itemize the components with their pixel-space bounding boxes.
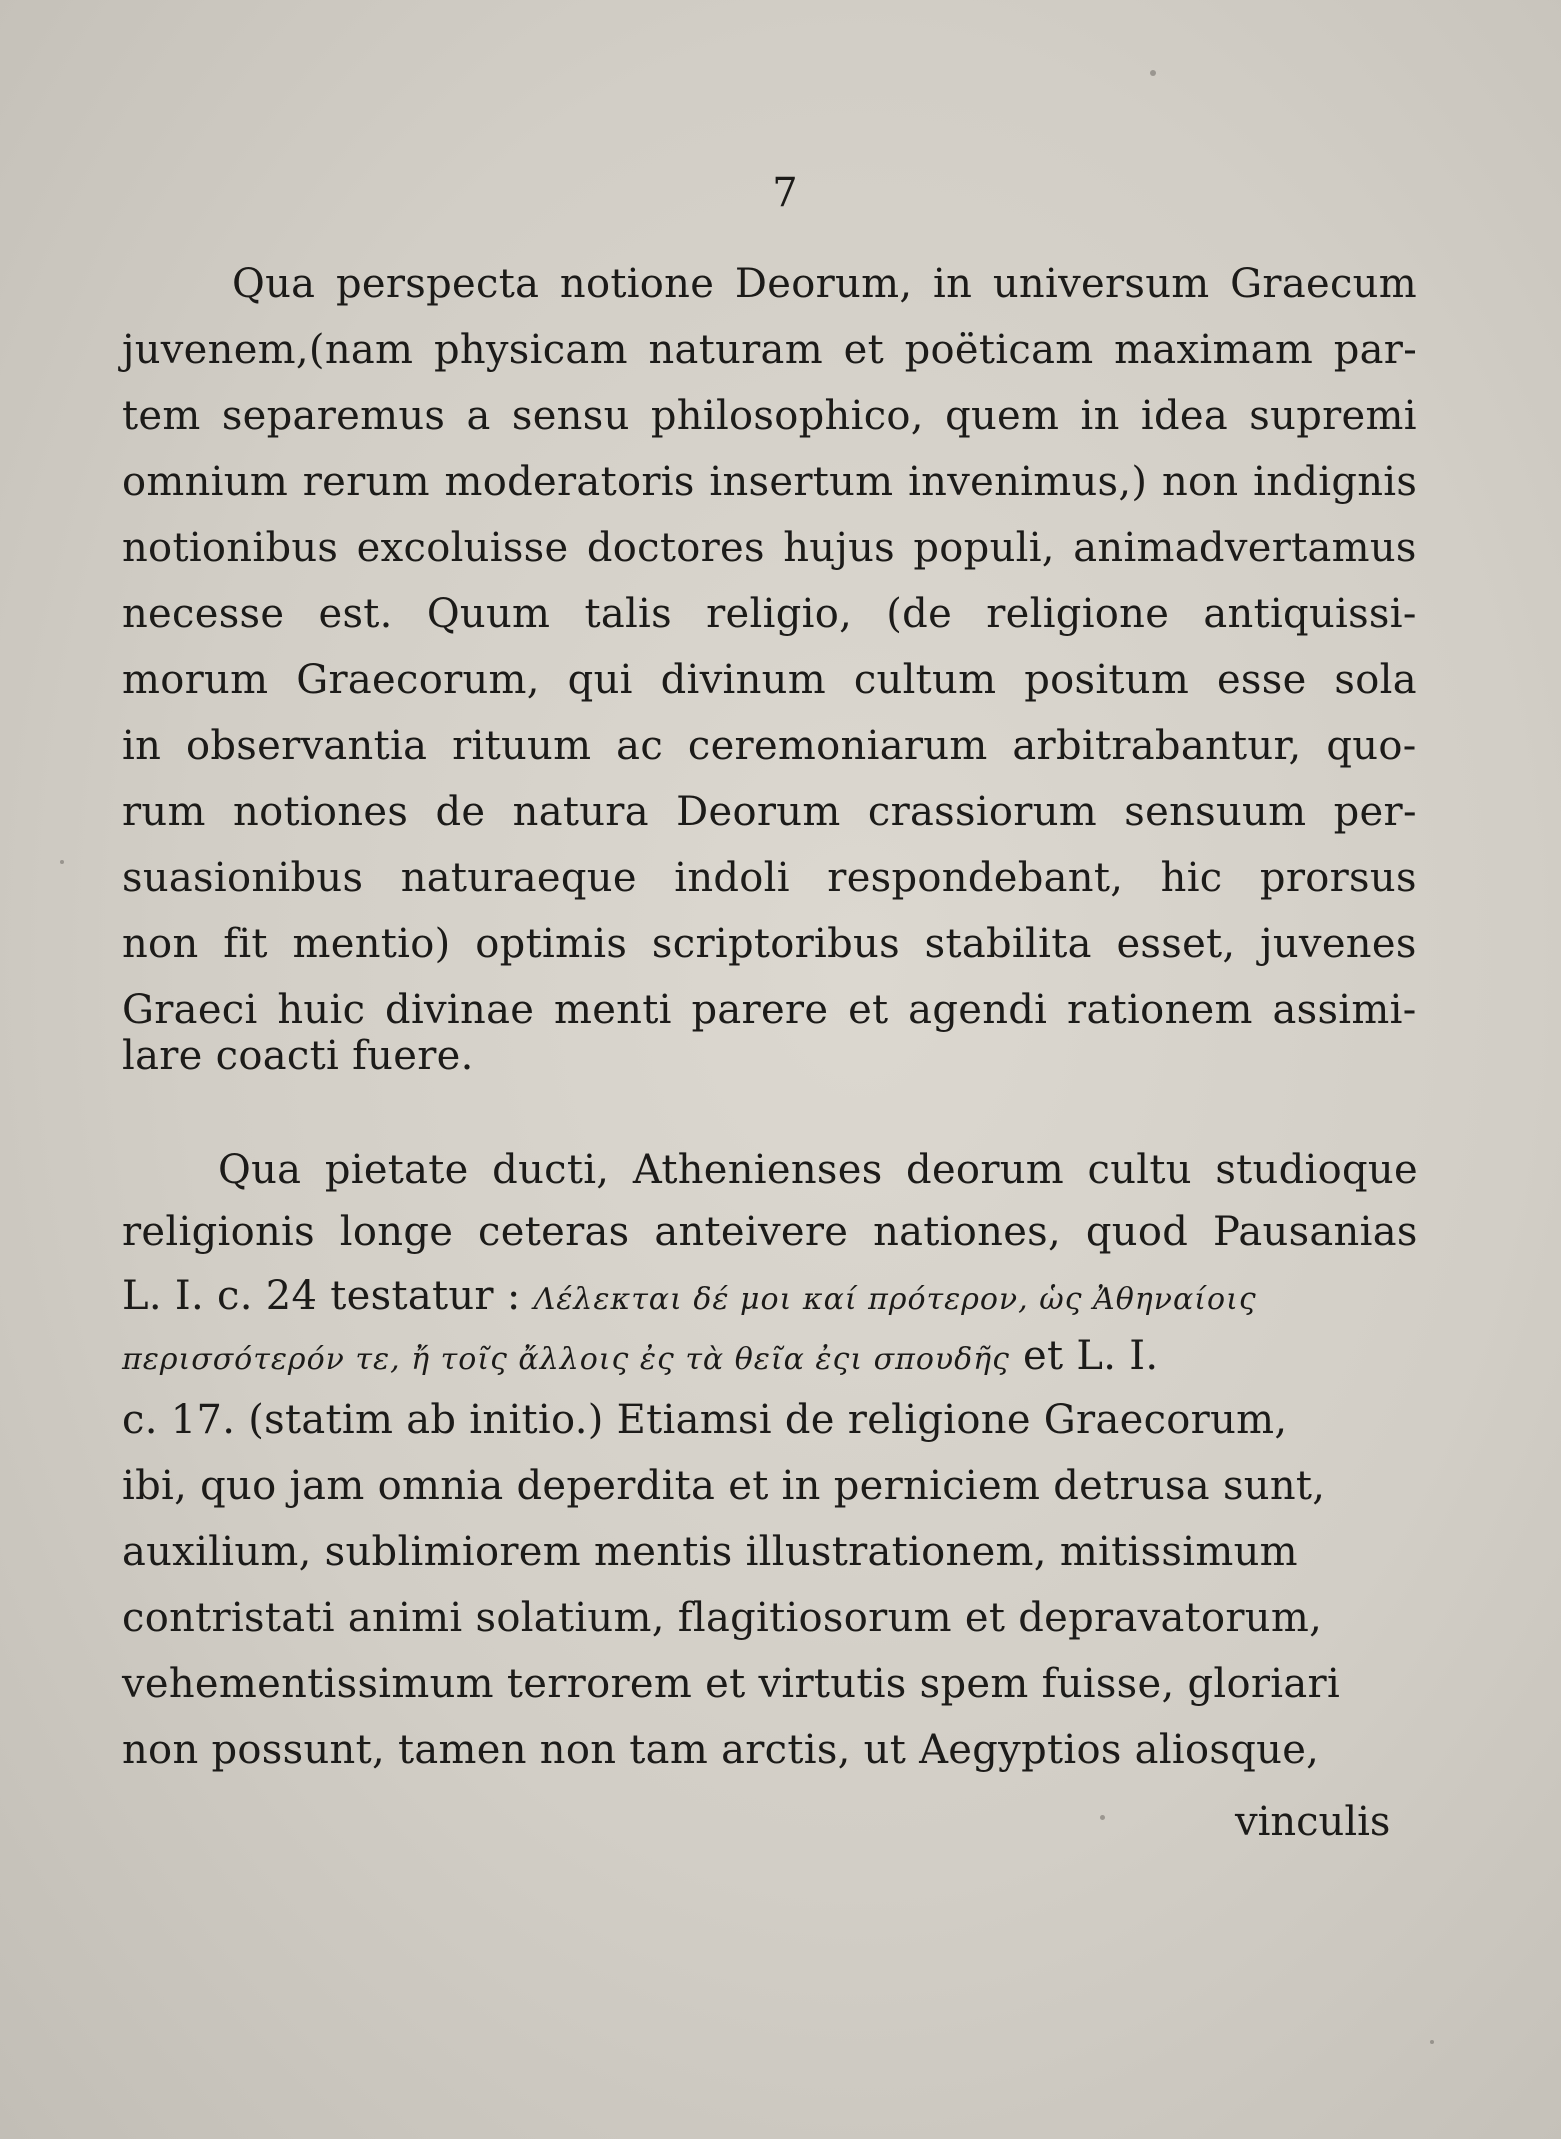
text-line: morum Graecorum, qui divinum cultum positum esse sola [122, 657, 1417, 703]
catchword: vinculis [1235, 1799, 1391, 1845]
page-number: 7 [772, 170, 798, 216]
text-line: auxilium, sublimiorem mentis illustrationem, mitissimum [122, 1529, 1298, 1575]
text-line: non fit mentio) optimis scriptoribus stabilita esset, juvenes [122, 921, 1417, 967]
text-line: suasionibus naturaeque indoli respondebant, hic prorsus [122, 855, 1417, 901]
text-line: vehementissimum terrorem et virtutis spem fuisse, gloriari [122, 1661, 1341, 1707]
citation-text: L. I. c. 24 testatur : [122, 1273, 521, 1319]
text-line: notionibus excoluisse doctores hujus populi, animadvertamus [122, 525, 1417, 571]
text-line [122, 1330, 1158, 1386]
text-line [122, 1270, 1257, 1326]
paper-speck [1150, 70, 1156, 76]
text-line: lare coacti fuere. [122, 1033, 474, 1079]
greek-quotation: Λέλεκται δέ μοι καί πρότερον, ὡς Ἀθηναίοις [533, 1282, 1257, 1317]
text-line: non possunt, tamen non tam arctis, ut Aegyptios aliosque, [122, 1727, 1320, 1773]
text-line: Graeci huic divinae menti parere et agendi rationem assimi- [122, 987, 1417, 1033]
greek-quotation: περισσότερόν τε, ἤ τοῖς ἄλλοις ἐς τὰ θεῖα ἐςι σπουδῆς [122, 1342, 1010, 1377]
text-line: Qua pietate ducti, Athenienses deorum cultu studioque [218, 1147, 1418, 1193]
paper-speck [1430, 2040, 1434, 2044]
text-line: juvenem,(nam physicam naturam et poëticam maximam par- [122, 327, 1418, 373]
text-line: Qua perspecta notione Deorum, in universum Graecum [232, 261, 1417, 307]
text-line: necesse est. Quum talis religio, (de religione antiquissi- [122, 591, 1417, 637]
paper-speck [60, 860, 64, 864]
text-line: contristati animi solatium, flagitiosorum et depravatorum, [122, 1595, 1323, 1641]
text-line: tem separemus a sensu philosophico, quem in idea supremi [122, 393, 1417, 439]
text-line: rum notiones de natura Deorum crassiorum sensuum per- [122, 789, 1417, 835]
text-line: ibi, quo jam omnia deperdita et in perniciem detrusa sunt, [122, 1463, 1326, 1509]
text-line: c. 17. (statim ab initio.) Etiamsi de religione Graecorum, [122, 1397, 1288, 1443]
text-line: omnium rerum moderatoris insertum invenimus,) non indignis [122, 459, 1418, 505]
citation-text: et L. I. [1022, 1333, 1159, 1379]
text-line: religionis longe ceteras anteivere nationes, quod Pausanias [122, 1209, 1418, 1255]
text-line: in observantia rituum ac ceremoniarum arbitrabantur, quo- [122, 723, 1417, 769]
paper-speck [1100, 1815, 1105, 1820]
